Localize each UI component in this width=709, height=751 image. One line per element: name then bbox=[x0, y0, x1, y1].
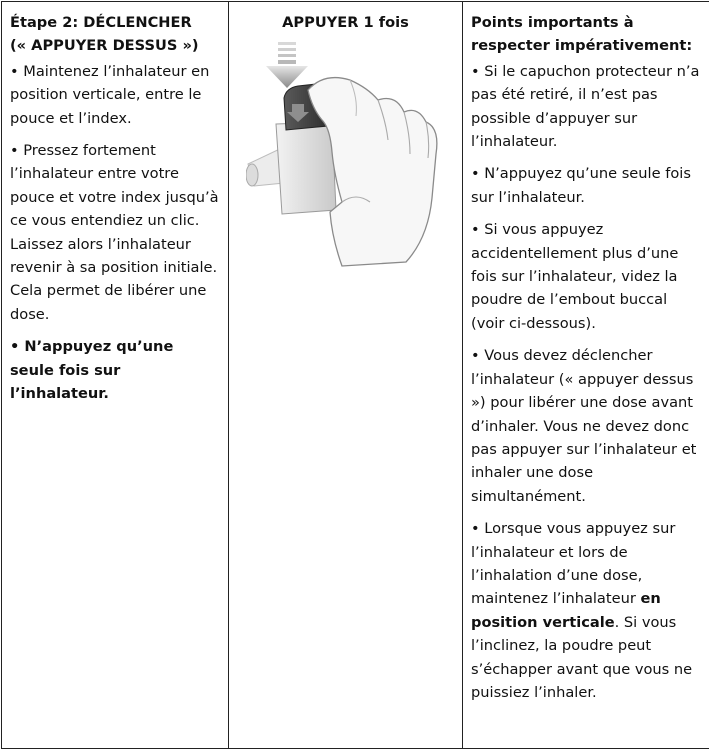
note-5-part-b: . Si vous l’inclinez, la poudre peut s’échapper avant que vous ne puissiez l’inhaler. bbox=[471, 613, 693, 701]
inhaler-press-icon bbox=[246, 42, 446, 268]
note-5-bold: en position verticale bbox=[471, 590, 661, 631]
note-3: • Si vous appuyez accidentellement plus d’une fois sur l’inhalateur, videz la poudre de l’embout buccal (voir ci-dessous). bbox=[471, 221, 679, 332]
notes-column bbox=[463, 2, 709, 749]
note-4: • Vous devez déclencher l’inhalateur (« appuyer dessus ») pour libérer une dose avant d’inhaler. Vous ne devez donc pas appuyer sur l’inhalateur et inhaler une dose simultanément. bbox=[471, 347, 697, 505]
note-2: • N’appuyez qu’une seule fois sur l’inhalateur. bbox=[471, 165, 691, 206]
note-5-part-a: • Lorsque vous appuyez sur l’inhalateur et lors de l’inhalation d’une dose, maintenez l’inhalateur bbox=[471, 520, 676, 608]
note-5 bbox=[471, 517, 704, 704]
step-paragraph-1: • Maintenez l’inhalateur en position verticale, entre le pouce et l’index. bbox=[10, 62, 210, 127]
step-paragraph-2: • Pressez fortement l’inhalateur entre votre pouce et votre index jusqu’à ce vous entendiez un clic. Laissez alors l’inhalateur revenir à sa position initiale. Cela permet de libérer une dose. bbox=[10, 142, 219, 323]
notes-title: Points importants à respecter impérativement: bbox=[471, 14, 693, 55]
action-column bbox=[229, 2, 463, 749]
instruction-table bbox=[1, 1, 709, 749]
down-arrow-icon bbox=[266, 42, 308, 88]
step-paragraph-3: • N’appuyez qu’une seule fois sur l’inhalateur. bbox=[10, 338, 174, 403]
step-heading bbox=[10, 11, 222, 58]
step-column bbox=[2, 2, 229, 749]
table-row bbox=[2, 2, 709, 749]
action-title: APPUYER 1 fois bbox=[282, 14, 409, 31]
note-1: • Si le capuchon protecteur n’a pas été retiré, il n’est pas possible d’appuyer sur l’inhalateur. bbox=[471, 62, 700, 151]
step-title-line2: (« APPUYER DESSUS ») bbox=[10, 37, 199, 55]
step-title: : DÉCLENCHER bbox=[72, 14, 192, 31]
step-label: Étape 2 bbox=[10, 14, 73, 31]
